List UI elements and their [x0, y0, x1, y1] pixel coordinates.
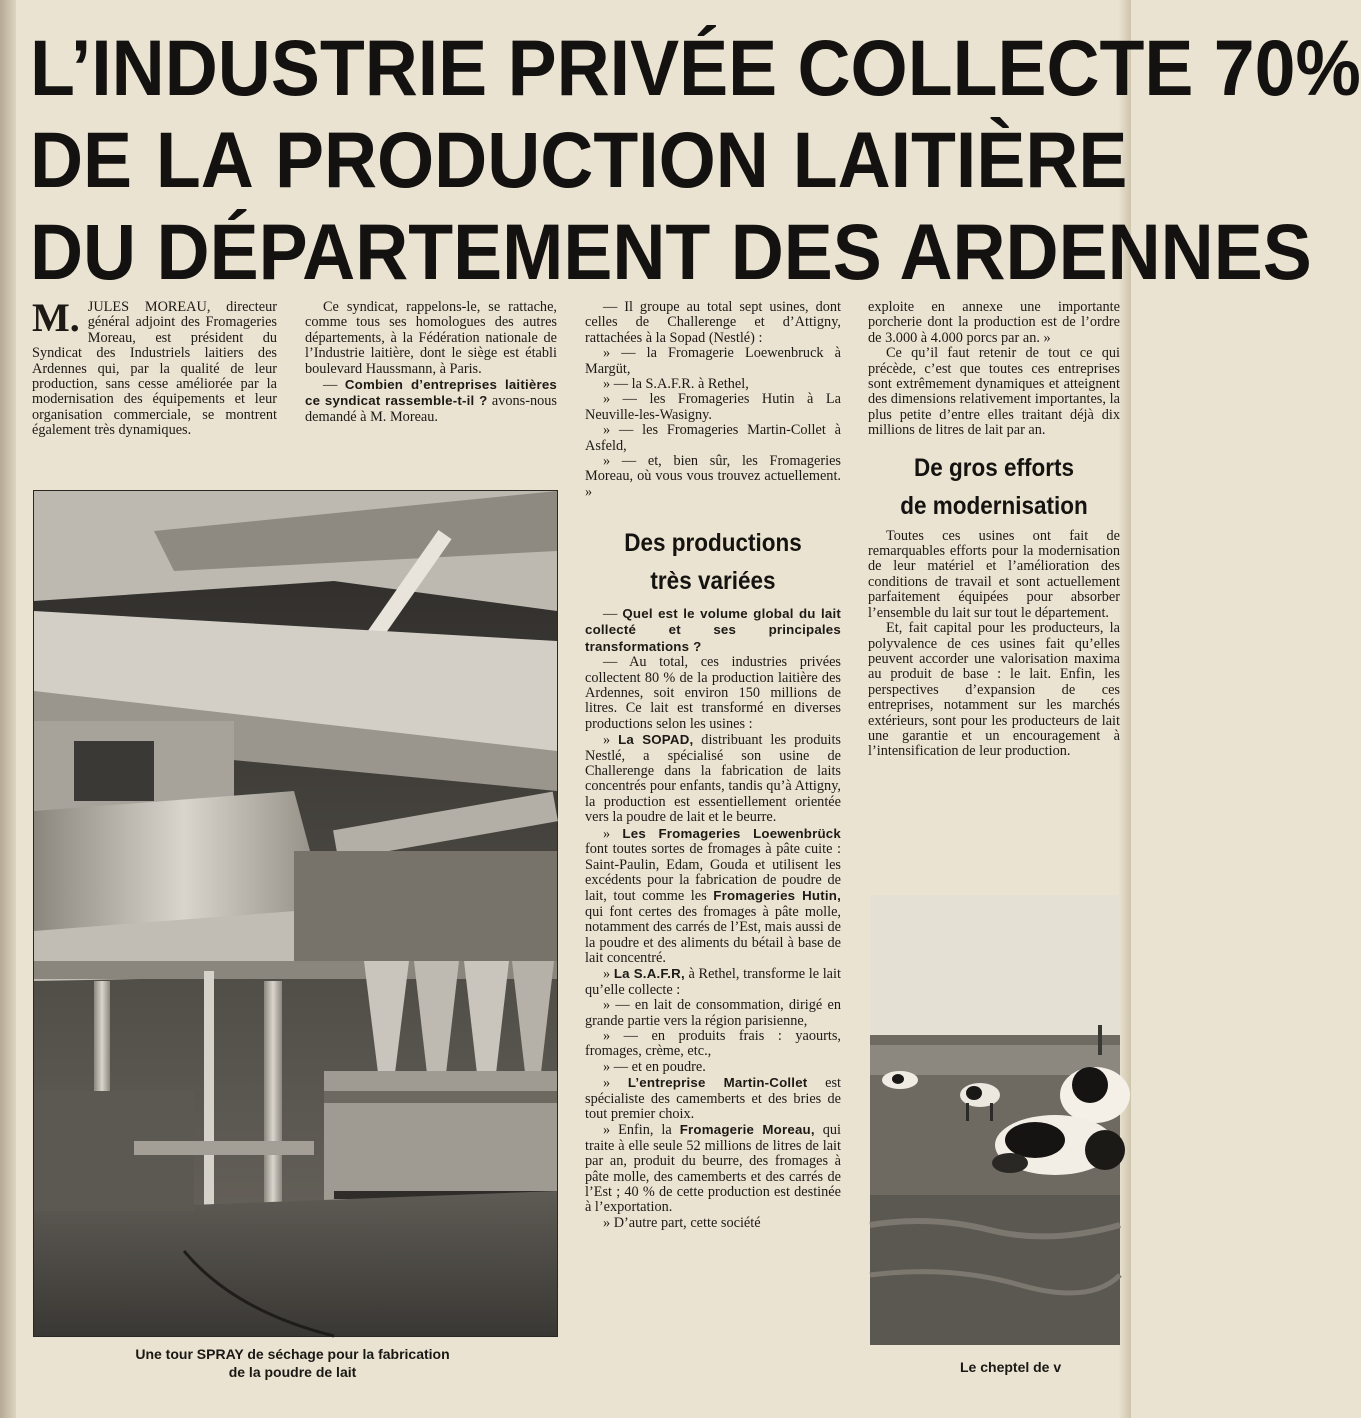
paragraph: Ce qu’il faut retenir de tout ce qui précède, c’est que toutes ces entreprises sont extrêmement dynamiques et atteignent des dimensions relativement importantes, la plus petite d’entre elles traitant déjà dix millions de litres de lait par an. [868, 345, 1120, 439]
paragraph: — Il groupe au total sept usines, dont celles de Challerenge et d’Attigny, rattachées à la Sopad (Nestlé) : [585, 299, 841, 346]
article-column-4 [868, 300, 1120, 760]
text-run: à Rethel, transforme le lait qu’elle collecte : [585, 966, 841, 998]
paragraph: Et, fait capital pour les producteurs, la polyvalence de ces usines fait qu’elles peuvent accorder une valorisation maxima au produit de base : le lait. Enfin, les perspectives d’expansion de ces entreprises, notamment sur les marchés extérieurs, sont pour les producteurs de lait une garantie et un encouragement à l’intensification de leur production. [868, 620, 1120, 760]
paragraph: Ce syndicat, rappelons-le, se rattache, comme tous ses homologues des autres départements, à la Fédération nationale de l’Industrie laitière, dont le siège est établi boulevard Haussmann, à Paris. [305, 299, 557, 377]
paragraph: » D’autre part, cette société [603, 1214, 761, 1231]
spray-tower-caption [60, 1345, 525, 1381]
text-run: — [323, 377, 345, 394]
question-paragraph [585, 606, 841, 655]
paragraph [585, 966, 841, 998]
section-productions [585, 524, 841, 1231]
bold-run: Les Fromageries Loewenbrück [622, 825, 841, 841]
spray-tower-photo [33, 490, 558, 1337]
list-item: » — la S.A.F.R. à Rethel, [603, 376, 749, 393]
text-run: est spécialiste des camemberts et des bries de tout premier choix. [585, 1075, 841, 1122]
spray-tower-illustration [34, 491, 557, 1336]
text-run: » [603, 1075, 628, 1092]
section-heading [598, 524, 828, 600]
bold-run: L’entreprise Martin-Collet [627, 1075, 808, 1091]
caption-line-2: de la poudre de lait [228, 1364, 357, 1380]
section-heading-line-1: Des productions [624, 529, 802, 557]
text-run: qui font certes des fromages à pâte molle, notamment des carrés de l’Est, mais aussi de la poudre et des aliments du bétail à base de lait concentré. [585, 903, 841, 966]
caption-line-1: Une tour SPRAY de séchage pour la fabrication [135, 1346, 450, 1362]
headline-line-3: DU DÉPARTEMENT DES ARDENNES [30, 207, 1312, 296]
paragraph: Toutes ces usines ont fait de remarquables efforts pour la modernisation de leur matériel et l’amélioration des conditions de travail et sont actuellement parfaitement équipées pour absorber l’ensemble du lait sur tout le département. [868, 527, 1120, 621]
page-binding-edge [0, 0, 16, 1418]
text-run: — [603, 606, 623, 622]
paragraph: exploite en annexe une importante porcherie dont la production est de l’ordre de 3.000 à 4.000 porcs par an. » [868, 299, 1120, 346]
bold-run: La S.A.F.R, [613, 966, 685, 982]
list-item: » — les Fromageries Hutin à La Neuville-les-Wasigny. [585, 391, 841, 423]
text-run: avons-nous demandé à M. Moreau. [305, 393, 557, 425]
section-heading-line-2: très variées [650, 567, 776, 595]
bold-question: Quel est le volume global du lait collecté et ses principales transformations ? [585, 606, 841, 654]
text-run: » Enfin, la [603, 1122, 680, 1139]
section-heading-line-1: De gros efforts [913, 453, 1075, 482]
section-heading-line-2: de modernisation [900, 491, 1088, 520]
list-item: » — en lait de consommation, dirigé en grande partie vers la région parisienne, [585, 997, 841, 1029]
bold-run: La SOPAD, [618, 732, 694, 748]
list-item: » — et, bien sûr, les Fromageries Moreau, où vous vous trouvez actuellement. » [585, 453, 841, 500]
cattle-photo [870, 895, 1120, 1345]
text-run: » [603, 825, 623, 842]
paragraph [585, 826, 841, 967]
bold-run: Fromageries Hutin, [713, 888, 841, 904]
text-run: font toutes sortes de fromages à pâte cuite : Saint-Paulin, Edam, Gouda et utilisent les excédents pour la fabrication de poudre de lait, tout comme les [585, 841, 841, 905]
text-run: » [603, 732, 619, 749]
cattle-caption [960, 1358, 1131, 1376]
paragraph [585, 1075, 841, 1122]
text-run: distribuant les produits Nestlé, a spécialisé son usine de Challerenge dans la fabrication de laits concentrés pour enfants, tandis qu’à Attigny, la production est essentiellement orientée vers la poudre de lait et le beurre. [585, 732, 842, 826]
list-item: » — en produits frais : yaourts, fromages, crème, etc., [585, 1027, 841, 1060]
text-run: » [603, 966, 614, 983]
paragraph [585, 1122, 841, 1215]
cattle-illustration [870, 895, 1120, 1345]
question-paragraph [305, 377, 557, 425]
paragraph: — Au total, ces industries privées collectent 80 % de la production laitière des Ardennes, soit environ 150 millions de litres. Ce lait est transformé en diverses productions selon les usines : [585, 654, 841, 732]
article-intro-column [32, 295, 277, 439]
drop-cap: M. [32, 295, 80, 340]
headline-line-1: L’INDUSTRIE PRIVÉE COLLECTE 70% [30, 23, 1361, 112]
headline-line-2: DE LA PRODUCTION LAITIÈRE [30, 115, 1128, 204]
article-column-3-top [585, 300, 841, 500]
article-column-2 [305, 300, 557, 425]
list-item: » — la Fromagerie Loewenbruck à Margüt, [585, 345, 841, 377]
bold-run: Fromagerie Moreau, [679, 1122, 815, 1138]
text-run: qui traite à elle seule 52 millions de litres de lait par an, produit du beurre, des fromages à pâte molle, des camemberts et des carrés de l’Est ; 40 % de cette production est destinée à l’exportation. [585, 1122, 841, 1216]
paragraph [585, 732, 841, 825]
list-item: » — les Fromageries Martin-Collet à Asfeld, [585, 422, 841, 454]
caption-text: Le cheptel de v [960, 1359, 1062, 1375]
intro-paragraph: JULES MOREAU, directeur général adjoint des Fromageries Moreau, est président du Syndicat des Industriels laitiers des Ardennes qui, par la qualité de leur production, sans cesse améliorée par la modernisation des équipements et leur organisation commerciale, se montrent également très dynamiques. [32, 299, 277, 439]
bold-question: Combien d’entreprises laitières ce syndicat rassemble-t-il ? [305, 377, 558, 409]
headline [30, 22, 1361, 298]
list-item: » — et en poudre. [603, 1058, 706, 1075]
section-heading [881, 449, 1108, 525]
